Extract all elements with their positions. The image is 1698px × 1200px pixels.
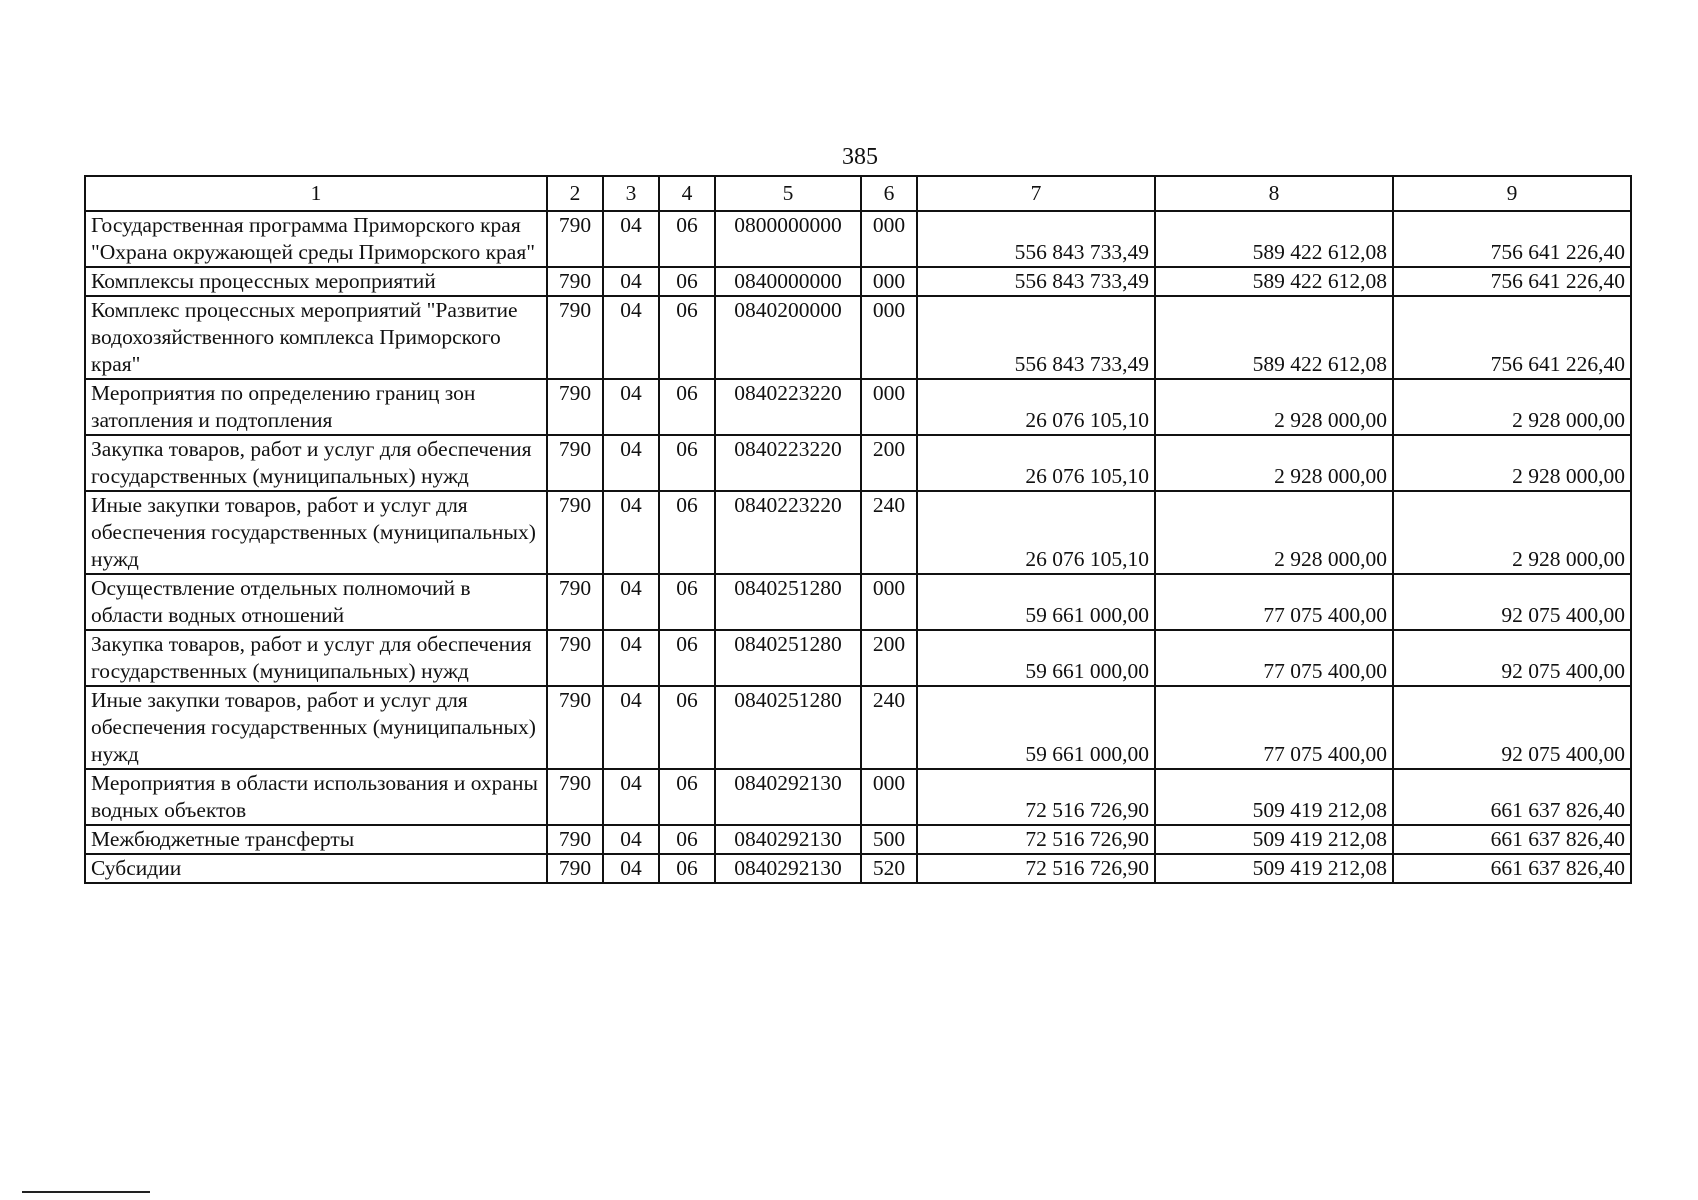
cell-col-6: 000 [861,769,917,825]
cell-col-5: 0840292130 [715,769,861,825]
cell-col-2: 790 [547,491,603,574]
cell-col-6: 200 [861,630,917,686]
cell-col-4: 06 [659,491,715,574]
cell-amount-9: 92 075 400,00 [1393,574,1631,630]
cell-col-4: 06 [659,574,715,630]
cell-col-2: 790 [547,574,603,630]
cell-amount-9: 2 928 000,00 [1393,379,1631,435]
cell-col-6: 000 [861,379,917,435]
table-row [85,686,1631,769]
cell-amount-8: 77 075 400,00 [1155,686,1393,769]
cell-col-5: 0840292130 [715,854,861,883]
cell-amount-8: 77 075 400,00 [1155,630,1393,686]
cell-col-6: 240 [861,686,917,769]
cell-name: Комплексы процессных мероприятий [85,267,547,296]
cell-amount-7: 59 661 000,00 [917,574,1155,630]
cell-col-3: 04 [603,379,659,435]
cell-amount-7: 26 076 105,10 [917,491,1155,574]
cell-amount-8: 509 419 212,08 [1155,825,1393,854]
header-cell-7: 7 [917,176,1155,211]
table-row [85,825,1631,854]
cell-col-4: 06 [659,296,715,379]
cell-col-3: 04 [603,211,659,267]
cell-name: Осуществление отдельных полномочий в области водных отношений [85,574,547,630]
table-row [85,630,1631,686]
cell-amount-8: 77 075 400,00 [1155,574,1393,630]
cell-col-5: 0800000000 [715,211,861,267]
footnote-separator [22,1191,150,1193]
cell-amount-7: 556 843 733,49 [917,267,1155,296]
cell-amount-9: 2 928 000,00 [1393,435,1631,491]
cell-col-2: 790 [547,630,603,686]
cell-amount-8: 589 422 612,08 [1155,267,1393,296]
cell-col-2: 790 [547,296,603,379]
cell-amount-9: 756 641 226,40 [1393,267,1631,296]
cell-amount-7: 556 843 733,49 [917,211,1155,267]
cell-col-6: 500 [861,825,917,854]
cell-col-2: 790 [547,769,603,825]
cell-col-2: 790 [547,267,603,296]
table-row [85,211,1631,267]
cell-col-3: 04 [603,825,659,854]
cell-amount-7: 26 076 105,10 [917,379,1155,435]
cell-amount-8: 2 928 000,00 [1155,379,1393,435]
cell-name: Межбюджетные трансферты [85,825,547,854]
cell-name: Закупка товаров, работ и услуг для обеспечения государственных (муниципальных) нужд [85,435,547,491]
cell-name: Мероприятия в области использования и охраны водных объектов [85,769,547,825]
cell-col-6: 000 [861,296,917,379]
cell-amount-9: 661 637 826,40 [1393,769,1631,825]
cell-amount-9: 756 641 226,40 [1393,296,1631,379]
cell-col-2: 790 [547,825,603,854]
table-row [85,267,1631,296]
cell-amount-9: 661 637 826,40 [1393,825,1631,854]
cell-col-5: 0840251280 [715,630,861,686]
cell-col-5: 0840223220 [715,379,861,435]
cell-col-4: 06 [659,630,715,686]
cell-name: Закупка товаров, работ и услуг для обеспечения государственных (муниципальных) нужд [85,630,547,686]
table-row [85,296,1631,379]
cell-amount-7: 59 661 000,00 [917,630,1155,686]
table-row [85,854,1631,883]
cell-amount-9: 92 075 400,00 [1393,630,1631,686]
cell-col-6: 000 [861,211,917,267]
header-cell-3: 3 [603,176,659,211]
cell-amount-7: 72 516 726,90 [917,769,1155,825]
cell-amount-8: 589 422 612,08 [1155,296,1393,379]
cell-amount-9: 92 075 400,00 [1393,686,1631,769]
cell-col-5: 0840292130 [715,825,861,854]
cell-col-6: 240 [861,491,917,574]
cell-col-3: 04 [603,686,659,769]
cell-col-5: 0840200000 [715,296,861,379]
cell-amount-9: 756 641 226,40 [1393,211,1631,267]
cell-col-4: 06 [659,769,715,825]
cell-name: Субсидии [85,854,547,883]
cell-col-3: 04 [603,769,659,825]
cell-name: Комплекс процессных мероприятий "Развитие водохозяйственного комплекса Приморского края" [85,296,547,379]
header-cell-5: 5 [715,176,861,211]
cell-col-2: 790 [547,435,603,491]
cell-name: Иные закупки товаров, работ и услуг для обеспечения государственных (муниципальных) нужд [85,491,547,574]
cell-amount-7: 59 661 000,00 [917,686,1155,769]
table-row [85,379,1631,435]
cell-name: Государственная программа Приморского края "Охрана окружающей среды Приморского края" [85,211,547,267]
cell-col-5: 0840223220 [715,491,861,574]
cell-col-3: 04 [603,296,659,379]
cell-col-2: 790 [547,211,603,267]
header-row [85,176,1631,211]
cell-col-5: 0840251280 [715,686,861,769]
cell-col-4: 06 [659,379,715,435]
table-row [85,574,1631,630]
cell-amount-8: 2 928 000,00 [1155,435,1393,491]
table-body [85,176,1631,883]
cell-col-4: 06 [659,211,715,267]
header-cell-4: 4 [659,176,715,211]
cell-col-6: 200 [861,435,917,491]
cell-amount-9: 2 928 000,00 [1393,491,1631,574]
cell-col-3: 04 [603,574,659,630]
table-row [85,491,1631,574]
cell-col-6: 520 [861,854,917,883]
cell-amount-8: 509 419 212,08 [1155,769,1393,825]
cell-col-2: 790 [547,854,603,883]
cell-amount-8: 589 422 612,08 [1155,211,1393,267]
header-cell-1: 1 [85,176,547,211]
cell-col-4: 06 [659,854,715,883]
cell-amount-7: 72 516 726,90 [917,825,1155,854]
header-cell-6: 6 [861,176,917,211]
header-cell-8: 8 [1155,176,1393,211]
cell-col-4: 06 [659,686,715,769]
cell-col-5: 0840223220 [715,435,861,491]
cell-amount-8: 509 419 212,08 [1155,854,1393,883]
cell-name: Иные закупки товаров, работ и услуг для обеспечения государственных (муниципальных) нужд [85,686,547,769]
cell-amount-7: 556 843 733,49 [917,296,1155,379]
table-row [85,435,1631,491]
cell-col-4: 06 [659,825,715,854]
cell-col-3: 04 [603,630,659,686]
cell-col-5: 0840000000 [715,267,861,296]
header-cell-9: 9 [1393,176,1631,211]
cell-col-3: 04 [603,267,659,296]
cell-col-2: 790 [547,379,603,435]
table-row [85,769,1631,825]
cell-col-6: 000 [861,267,917,296]
cell-amount-9: 661 637 826,40 [1393,854,1631,883]
cell-amount-8: 2 928 000,00 [1155,491,1393,574]
page-number: 385 [842,144,878,170]
cell-col-3: 04 [603,435,659,491]
cell-amount-7: 72 516 726,90 [917,854,1155,883]
header-cell-2: 2 [547,176,603,211]
budget-table [84,175,1632,884]
cell-col-3: 04 [603,854,659,883]
cell-col-4: 06 [659,435,715,491]
cell-col-6: 000 [861,574,917,630]
cell-col-3: 04 [603,491,659,574]
cell-col-5: 0840251280 [715,574,861,630]
cell-col-4: 06 [659,267,715,296]
cell-amount-7: 26 076 105,10 [917,435,1155,491]
cell-col-2: 790 [547,686,603,769]
cell-name: Мероприятия по определению границ зон затопления и подтопления [85,379,547,435]
